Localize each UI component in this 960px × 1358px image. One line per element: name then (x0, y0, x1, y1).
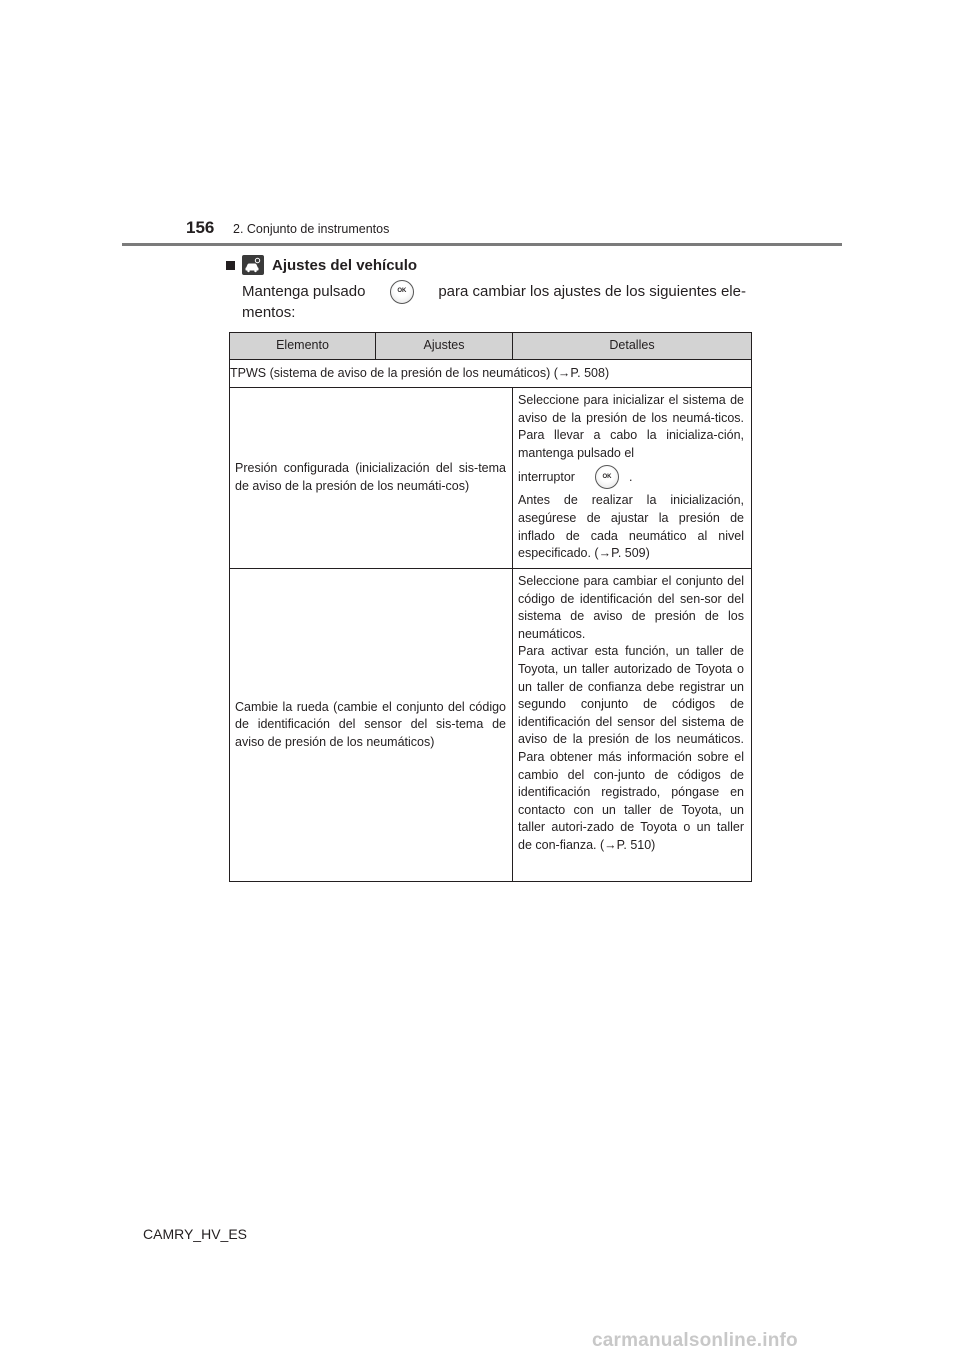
details-cell (513, 388, 752, 569)
ok-button-icon: OK (595, 465, 619, 489)
details-text: Seleccione para cambiar el conjunto del código de identificación del sen-sor del sistema de aviso de presión de los neumáticos. (518, 574, 744, 641)
column-header-elemento: Elemento (230, 333, 376, 360)
details-text: . (628, 469, 633, 484)
element-cell: Presión configurada (inicialización del sis-tema de aviso de la presión de los neumáti-cos) (230, 388, 513, 569)
chapter-title: 2. Conjunto de instrumentos (233, 222, 390, 236)
column-header-ajustes: Ajustes (376, 333, 513, 360)
details-text: interruptor (518, 469, 575, 484)
watermark: carmanualsonline.info (592, 1330, 798, 1351)
section-heading-text: Ajustes del vehículo (272, 256, 418, 274)
details-text: Antes de realizar la inicialización, asegúrese de ajustar la presión de inflado de cada neumático al nivel especificado. (→P. 509) (518, 493, 744, 561)
section-heading (226, 255, 417, 275)
bullet-square-icon (226, 261, 235, 270)
car-settings-icon (242, 255, 264, 275)
ok-button-icon: OK (390, 280, 414, 304)
settings-table (229, 332, 752, 882)
intro-text-after: para cambiar los ajustes de los siguientes ele- (438, 283, 746, 300)
column-header-detalles: Detalles (513, 333, 752, 360)
document-code: CAMRY_HV_ES (143, 1226, 248, 1242)
element-cell: Cambie la rueda (cambie el conjunto del código de identificación del sensor del sis-tema de aviso de presión de los neumáticos) (230, 569, 513, 882)
page-number: 156 (186, 218, 215, 237)
table-row (230, 388, 752, 569)
header-divider (122, 243, 842, 246)
table-row (230, 569, 752, 882)
intro-text-before: Mantenga pulsado (242, 283, 366, 300)
table-header-row (230, 333, 752, 360)
details-text: Para activar esta función, un taller de Toyota, un taller autorizado de Toyota o un taller de confianza debe registrar un segundo conjunto de códigos de identificación del sensor del sistema de aviso de la presión de los neumáticos. Para obtener más información sobre el cambio del con-junto de códigos de identificación registrado, póngase en contacto con un taller de Toyota, un taller autori-zado de Toyota o un taller de con-fianza. (→P. 510) (518, 644, 744, 852)
table-row-tpws (230, 360, 752, 388)
intro-paragraph (242, 281, 746, 323)
details-text: Seleccione para inicializar el sistema de aviso de la presión de los neumá-ticos. Para llevar a cabo la inicializa-ción, mantenga pulsado el (518, 393, 744, 460)
details-cell (513, 569, 752, 882)
intro-text-line2: mentos: (242, 304, 296, 321)
tpws-category-cell: TPWS (sistema de aviso de la presión de los neumáticos) (→P. 508) (230, 360, 752, 388)
